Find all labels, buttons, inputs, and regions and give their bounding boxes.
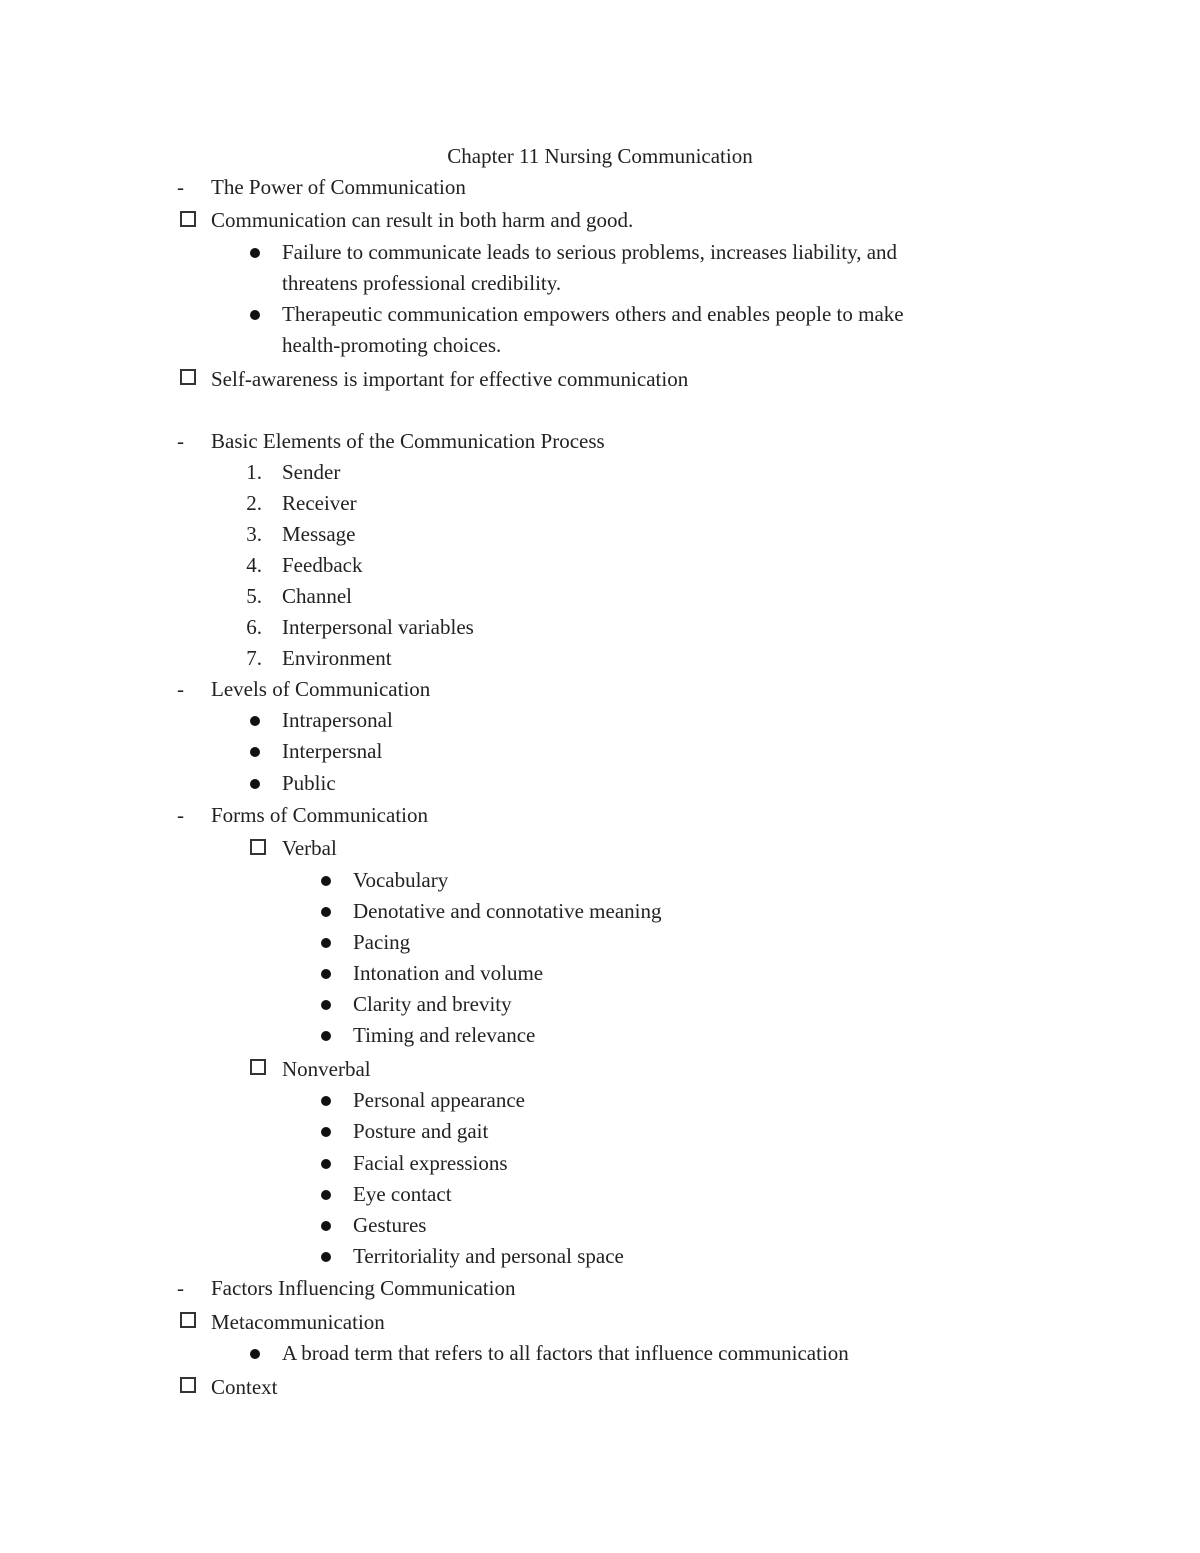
list-item: Clarity and brevity — [353, 992, 512, 1016]
bullet-icon — [250, 716, 260, 726]
bullet-icon — [250, 248, 260, 258]
list-item: Vocabulary — [353, 868, 449, 892]
forms-nonverbal-label: Nonverbal — [282, 1057, 371, 1081]
section-dash-marker: - — [177, 429, 184, 453]
power-bullet-therapeutic-line1: Therapeutic communication empowers others and enables people to make — [282, 302, 904, 326]
list-number: 1. — [246, 460, 262, 484]
checkbox-icon — [250, 839, 266, 855]
list-item: Gestures — [353, 1213, 427, 1237]
list-item: Feedback — [282, 553, 363, 577]
list-item: Message — [282, 522, 356, 546]
list-item: Environment — [282, 646, 392, 670]
bullet-icon — [321, 907, 331, 917]
section-dash-marker: - — [177, 677, 184, 701]
bullet-icon — [321, 1159, 331, 1169]
list-item: Denotative and connotative meaning — [353, 899, 662, 923]
section-heading-elements: Basic Elements of the Communication Process — [211, 429, 605, 453]
bullet-icon — [321, 876, 331, 886]
bullet-icon — [321, 1190, 331, 1200]
document-title: Chapter 11 Nursing Communication — [447, 144, 753, 168]
section-heading-levels: Levels of Communication — [211, 677, 431, 701]
list-number: 6. — [246, 615, 262, 639]
list-item: Facial expressions — [353, 1151, 508, 1175]
section-heading-power: The Power of Communication — [211, 175, 466, 199]
factors-item-metacommunication: Metacommunication — [211, 1310, 385, 1334]
list-item: Personal appearance — [353, 1088, 525, 1112]
section-dash-marker: - — [177, 1276, 184, 1300]
checkbox-icon — [250, 1059, 266, 1075]
list-item: Intonation and volume — [353, 961, 544, 985]
bullet-icon — [321, 1252, 331, 1262]
list-item: Intrapersonal — [282, 708, 393, 732]
list-number: 3. — [246, 522, 262, 546]
forms-verbal-label: Verbal — [282, 836, 337, 860]
power-bullet-therapeutic-line2: health-promoting choices. — [282, 333, 502, 357]
list-item: Sender — [282, 460, 341, 484]
bullet-icon — [250, 1349, 260, 1359]
bullet-icon — [321, 938, 331, 948]
bullet-icon — [250, 779, 260, 789]
bullet-icon — [321, 1096, 331, 1106]
list-item: Channel — [282, 584, 352, 608]
list-item: Posture and gait — [353, 1119, 489, 1143]
list-number: 4. — [246, 553, 262, 577]
bullet-icon — [321, 1127, 331, 1137]
power-item-self-awareness: Self-awareness is important for effective communication — [211, 367, 689, 391]
power-bullet-failure-line1: Failure to communicate leads to serious problems, increases liability, and — [282, 240, 898, 264]
bullet-icon — [321, 969, 331, 979]
bullet-icon — [321, 1000, 331, 1010]
list-item: Interpersnal — [282, 739, 383, 763]
section-heading-forms: Forms of Communication — [211, 803, 428, 827]
list-number: 2. — [246, 491, 262, 515]
bullet-icon — [321, 1031, 331, 1041]
list-item: Territoriality and personal space — [353, 1244, 624, 1268]
checkbox-icon — [180, 211, 196, 227]
section-dash-marker: - — [177, 175, 184, 199]
factors-bullet-broad-term: A broad term that refers to all factors that influence communication — [282, 1341, 849, 1365]
checkbox-icon — [180, 369, 196, 385]
power-item-harm-good: Communication can result in both harm and good. — [211, 208, 634, 232]
checkbox-icon — [180, 1377, 196, 1393]
section-heading-factors: Factors Influencing Communication — [211, 1276, 516, 1300]
bullet-icon — [250, 310, 260, 320]
list-number: 5. — [246, 584, 262, 608]
list-item: Receiver — [282, 491, 357, 515]
list-item: Eye contact — [353, 1182, 452, 1206]
bullet-icon — [250, 747, 260, 757]
list-item: Pacing — [353, 930, 411, 954]
list-item: Timing and relevance — [353, 1023, 536, 1047]
checkbox-icon — [180, 1312, 196, 1328]
list-item: Interpersonal variables — [282, 615, 474, 639]
list-item: Public — [282, 771, 336, 795]
section-dash-marker: - — [177, 803, 184, 827]
factors-item-context: Context — [211, 1375, 278, 1399]
bullet-icon — [321, 1221, 331, 1231]
list-number: 7. — [246, 646, 262, 670]
power-bullet-failure-line2: threatens professional credibility. — [282, 271, 562, 295]
